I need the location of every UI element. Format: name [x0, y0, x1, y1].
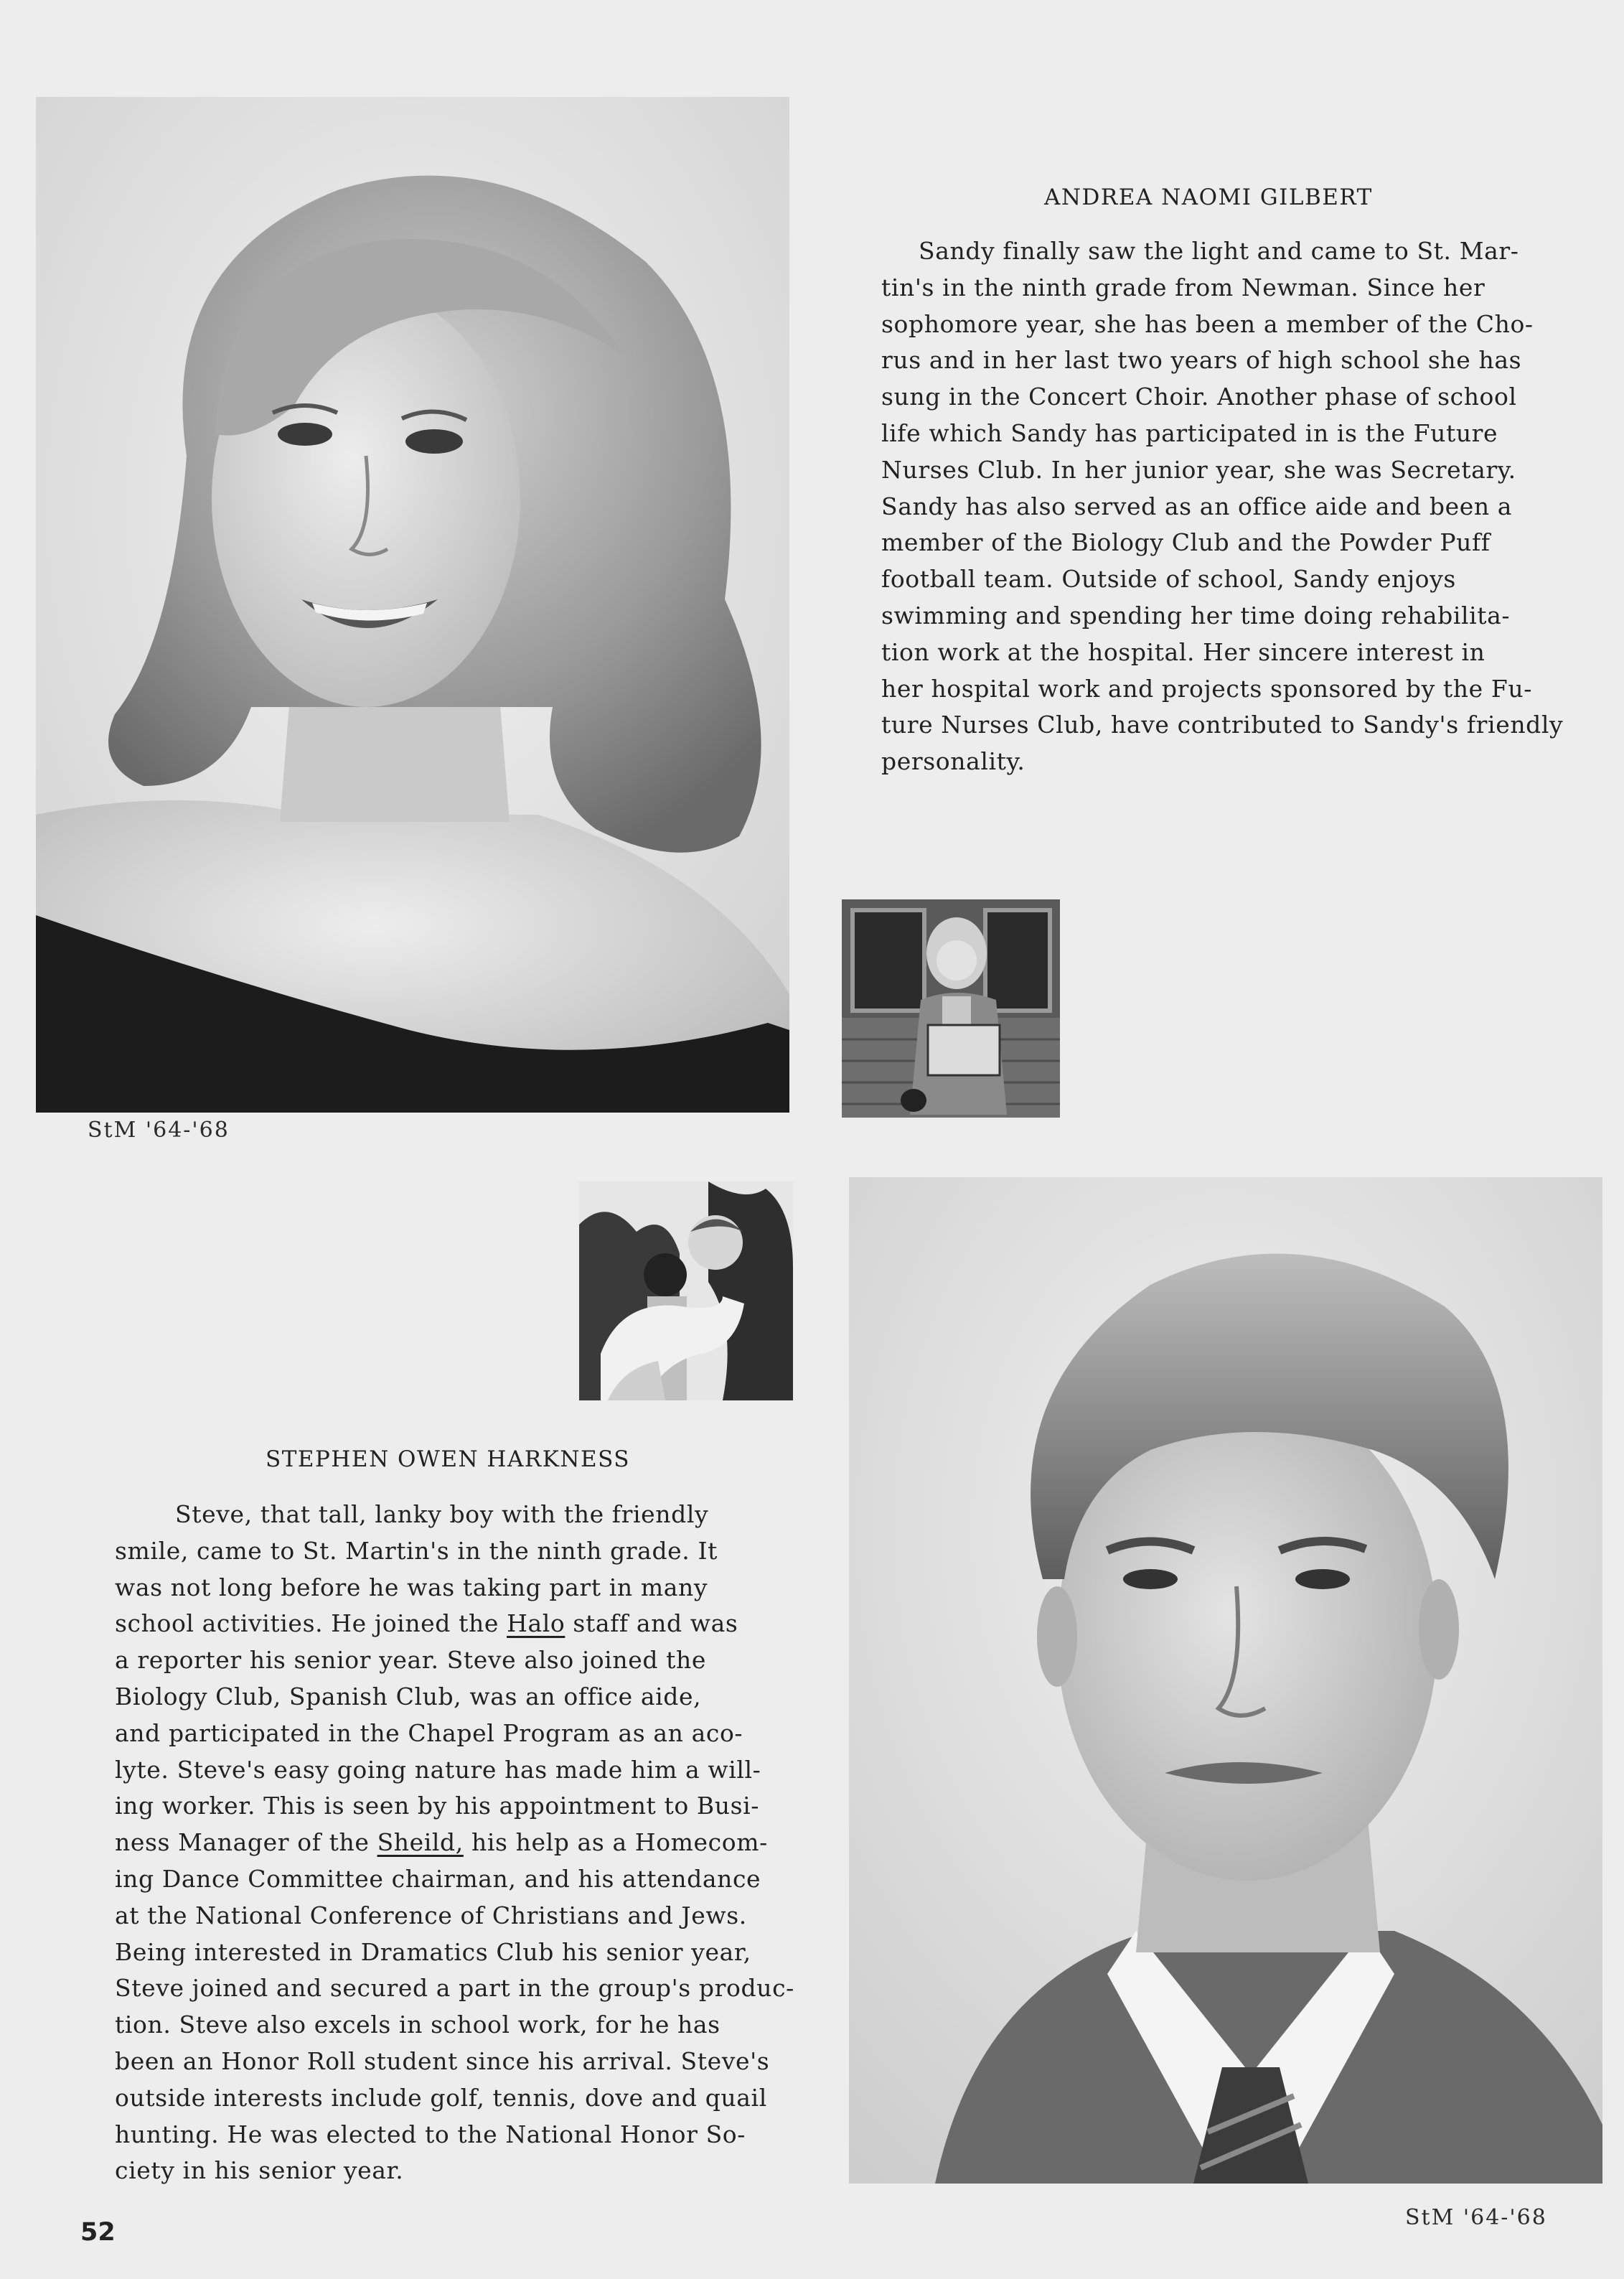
candid-photo-andrea-image [842, 899, 1060, 1118]
portrait-stephen [849, 1177, 1602, 2184]
bio-andrea [881, 233, 1563, 780]
bio-line: ciety in his senior year. [115, 2156, 404, 2185]
bio-line: Steve, that tall, lanky boy with the friendly [175, 1500, 709, 1528]
bio-line: personality. [881, 747, 1025, 776]
candid-photo-stephen-image [579, 1181, 793, 1400]
bio-line: Sandy has also served as an office aide and been a [881, 492, 1513, 520]
bio-line: Being interested in Dramatics Club his senior year, [115, 1937, 751, 1966]
bio-line: sung in the Concert Choir. Another phase of school [881, 383, 1517, 411]
bio-line: sophomore year, she has been a member of the Cho- [881, 309, 1534, 338]
publication-title-halo: Halo [507, 1609, 565, 1638]
student-name-andrea: ANDREA NAOMI GILBERT [1044, 184, 1373, 210]
bio-line: swimming and spending her time doing rehabilita- [881, 601, 1511, 630]
candid-photo-andrea [842, 899, 1060, 1118]
bio-line: and participated in the Chapel Program as an aco- [115, 1718, 743, 1747]
bio-line: smile, came to St. Martin's in the ninth grade. It [115, 1536, 718, 1565]
bio-line: hunting. He was elected to the National Honor So- [115, 2120, 746, 2148]
bio-line: her hospital work and projects sponsored by the Fu- [881, 674, 1532, 703]
bio-line: member of the Biology Club and the Powder Puff [881, 528, 1491, 557]
bio-line: Nurses Club. In her junior year, she was Secretary. [881, 455, 1516, 484]
photo-caption-andrea: StM '64-'68 [88, 1118, 230, 1143]
portrait-andrea [36, 97, 789, 1113]
bio-stephen [115, 1497, 794, 2189]
bio-line: ing Dance Committee chairman, and his attendance [115, 1864, 761, 1893]
bio-line: Steve joined and secured a part in the group's produc- [115, 1974, 794, 2003]
bio-line: tin's in the ninth grade from Newman. Since her [881, 273, 1485, 301]
bio-line: football team. Outside of school, Sandy enjoys [881, 565, 1456, 594]
bio-line: ness Manager of the Sheild, his help as a Homecom- [115, 1828, 768, 1857]
page-number: 52 [80, 2218, 116, 2247]
bio-line: was not long before he was taking part in many [115, 1573, 708, 1601]
bio-line: Biology Club, Spanish Club, was an office aide, [115, 1682, 702, 1711]
portrait-andrea-image [36, 97, 789, 1113]
bio-line: life which Sandy has participated in is the Future [881, 418, 1498, 447]
bio-line: tion work at the hospital. Her sincere interest in [881, 637, 1485, 666]
bio-line: outside interests include golf, tennis, dove and quail [115, 2083, 767, 2112]
photo-caption-stephen: StM '64-'68 [1405, 2205, 1547, 2230]
bio-line: ture Nurses Club, have contributed to Sandy's friendly [881, 711, 1564, 739]
bio-line: ing worker. This is seen by his appointment to Busi- [115, 1792, 760, 1820]
bio-line: at the National Conference of Christians and Jews. [115, 1901, 747, 1929]
bio-line: tion. Steve also excels in school work, for he has [115, 2011, 721, 2039]
publication-title-sheild: Sheild, [377, 1828, 464, 1857]
portrait-stephen-image [849, 1177, 1602, 2184]
bio-line: Sandy finally saw the light and came to St. Mar- [919, 237, 1519, 265]
bio-line: lyte. Steve's easy going nature has made him a will- [115, 1755, 761, 1784]
bio-line: been an Honor Roll student since his arrival. Steve's [115, 2046, 770, 2075]
bio-line: school activities. He joined the Halo staff and was [115, 1609, 738, 1638]
bio-line: a reporter his senior year. Steve also joined the [115, 1646, 706, 1675]
student-name-stephen: STEPHEN OWEN HARKNESS [266, 1446, 631, 1472]
bio-line: rus and in her last two years of high school she has [881, 346, 1522, 375]
candid-photo-stephen [579, 1181, 793, 1400]
